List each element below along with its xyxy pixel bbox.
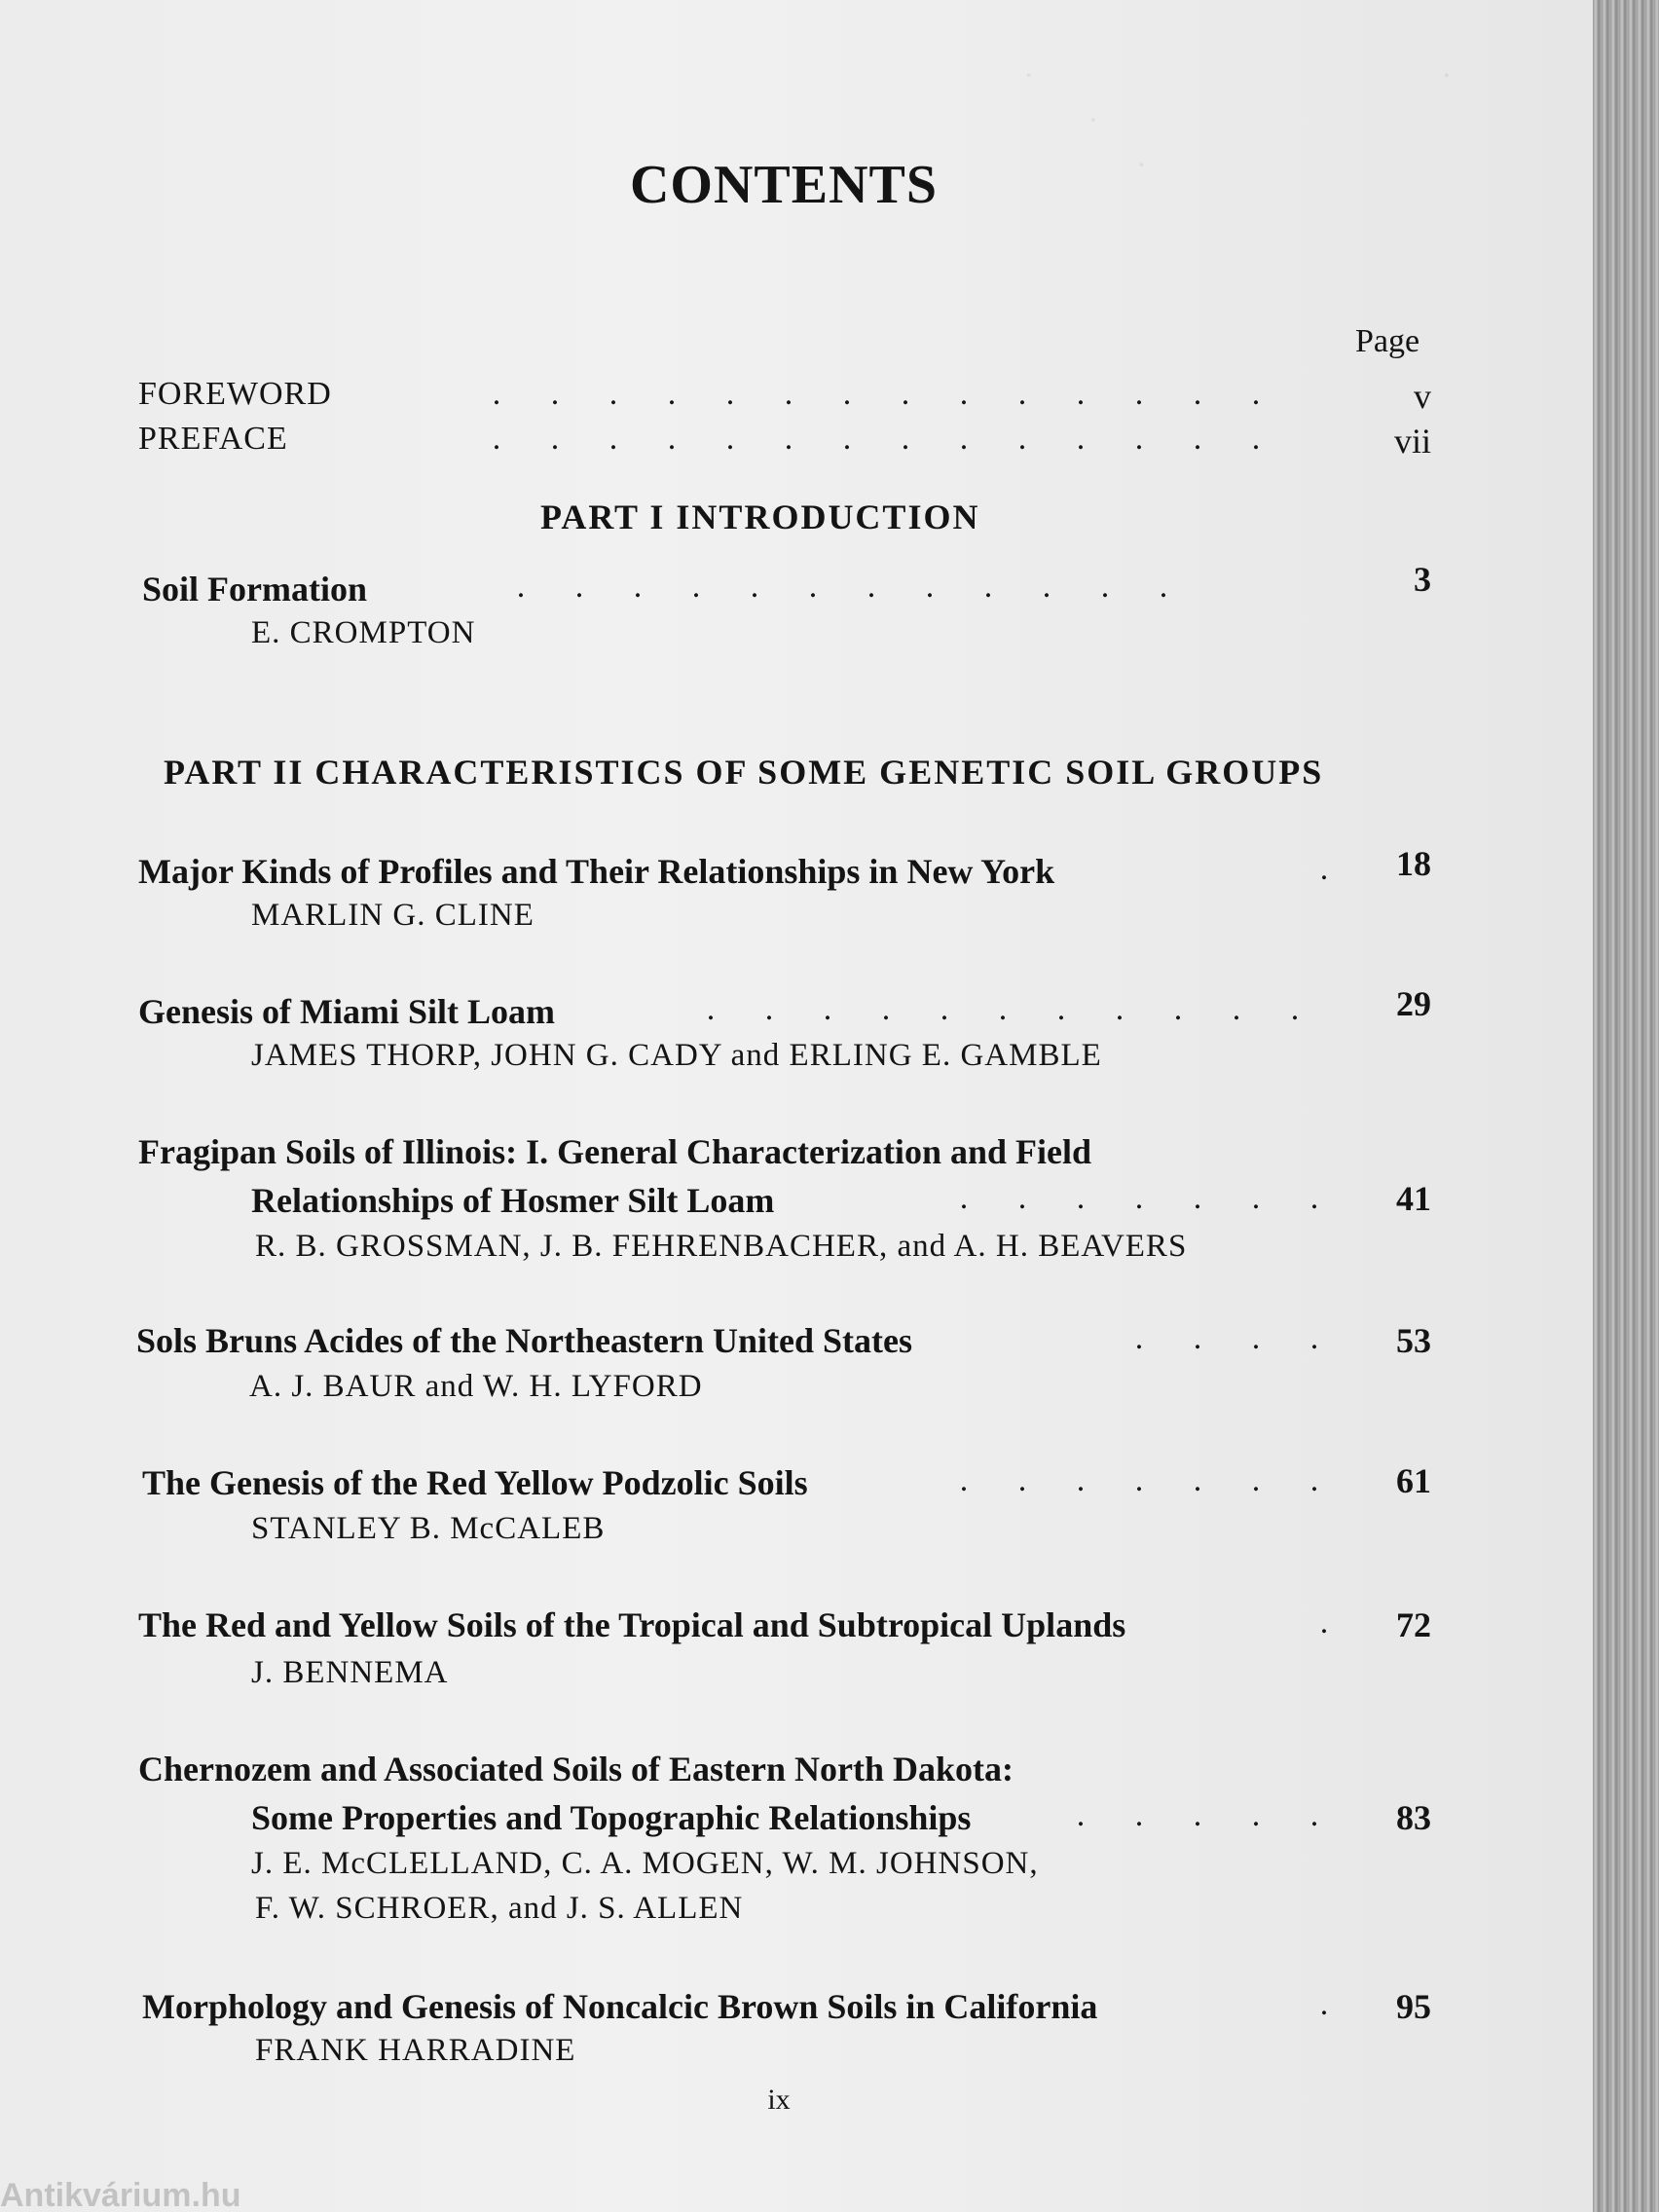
preface-page: vii	[1393, 422, 1431, 461]
foreword-page: v	[1414, 377, 1431, 416]
entry-author: R. B. GROSSMAN, J. B. FEHRENBACHER, and A. H. BEAVERS	[255, 1229, 1188, 1264]
entry-title: Sols Bruns Acides of the Northeastern United States	[136, 1321, 912, 1360]
part-heading: PART II CHARACTERISTICS OF SOME GENETIC SOIL GROUPS	[164, 753, 1324, 792]
entry-author-continued: F. W. SCHROER, and J. S. ALLEN	[255, 1891, 744, 1926]
entry-title: Genesis of Miami Silt Loam	[138, 992, 555, 1031]
entry-title: Fragipan Soils of Illinois: I. General Characterization and Field	[138, 1132, 1091, 1171]
entry-page: 83	[1396, 1798, 1431, 1837]
entry-page: 72	[1396, 1605, 1431, 1644]
entry-page: 3	[1414, 560, 1431, 599]
leader-dots: .	[1319, 1604, 1329, 1641]
leader-dots: .	[1319, 851, 1329, 887]
entry-title: Soil Formation	[142, 570, 367, 608]
entry-author: J. BENNEMA	[251, 1655, 449, 1690]
entry-author: JAMES THORP, JOHN G. CADY and ERLING E. GAMBLE	[251, 1038, 1102, 1073]
entry-page: 95	[1396, 1987, 1431, 2026]
watermark-text: Antikvárium.hu	[0, 2177, 241, 2212]
entry-page: 53	[1396, 1321, 1431, 1360]
show-through-text: . . . .	[1024, 50, 1451, 174]
entry-author: FRANK HARRADINE	[255, 2033, 576, 2068]
leader-dots: .	[1319, 1986, 1329, 2022]
entry-title-continued: Some Properties and Topographic Relationships	[251, 1798, 972, 1837]
entry-author: J. E. McCLELLAND, C. A. MOGEN, W. M. JOHNSON,	[251, 1846, 1039, 1881]
entry-title: Major Kinds of Profiles and Their Relationships in New York	[138, 852, 1055, 891]
entry-page: 29	[1396, 984, 1431, 1023]
leader-dots: . . . . . . . . . . .	[706, 991, 1300, 1027]
entry-title-continued: Relationships of Hosmer Silt Loam	[251, 1181, 775, 1220]
entry-page: 18	[1396, 844, 1431, 883]
entry-author: A. J. BAUR and W. H. LYFORD	[249, 1369, 703, 1404]
page-title: CONTENTS	[629, 155, 939, 215]
preface-label: PREFACE	[138, 421, 288, 457]
page-edge-stack	[1593, 0, 1659, 2212]
leader-dots: . . . . .	[1076, 1797, 1319, 1833]
leader-dots: . . . . . . . . . . . . . .	[492, 376, 1261, 412]
foreword-label: FOREWORD	[138, 376, 332, 412]
entry-title: Morphology and Genesis of Noncalcic Brown Soils in California	[142, 1987, 1098, 2026]
leader-dots: . . . . . . .	[959, 1180, 1319, 1216]
entry-title: The Red and Yellow Soils of the Tropical and Subtropical Uplands	[138, 1605, 1126, 1644]
part-heading: PART I INTRODUCTION	[540, 498, 980, 536]
entry-author: MARLIN G. CLINE	[251, 898, 535, 933]
page-column-header: Page	[1355, 323, 1420, 359]
leader-dots: . . . . . . . . . . . .	[516, 569, 1168, 605]
entry-title: The Genesis of the Red Yellow Podzolic Soils	[142, 1463, 808, 1502]
page-folio: ix	[767, 2083, 791, 2116]
entry-author: STANLEY B. McCALEB	[251, 1511, 606, 1546]
leader-dots: . . . . . . . . . . . . . .	[492, 421, 1261, 457]
entry-page: 41	[1396, 1179, 1431, 1218]
entry-title: Chernozem and Associated Soils of Eastern North Dakota:	[138, 1750, 1014, 1788]
leader-dots: . . . .	[1134, 1320, 1319, 1356]
entry-page: 61	[1396, 1461, 1431, 1500]
entry-author: E. CROMPTON	[251, 615, 476, 650]
leader-dots: . . . . . . .	[959, 1462, 1319, 1498]
